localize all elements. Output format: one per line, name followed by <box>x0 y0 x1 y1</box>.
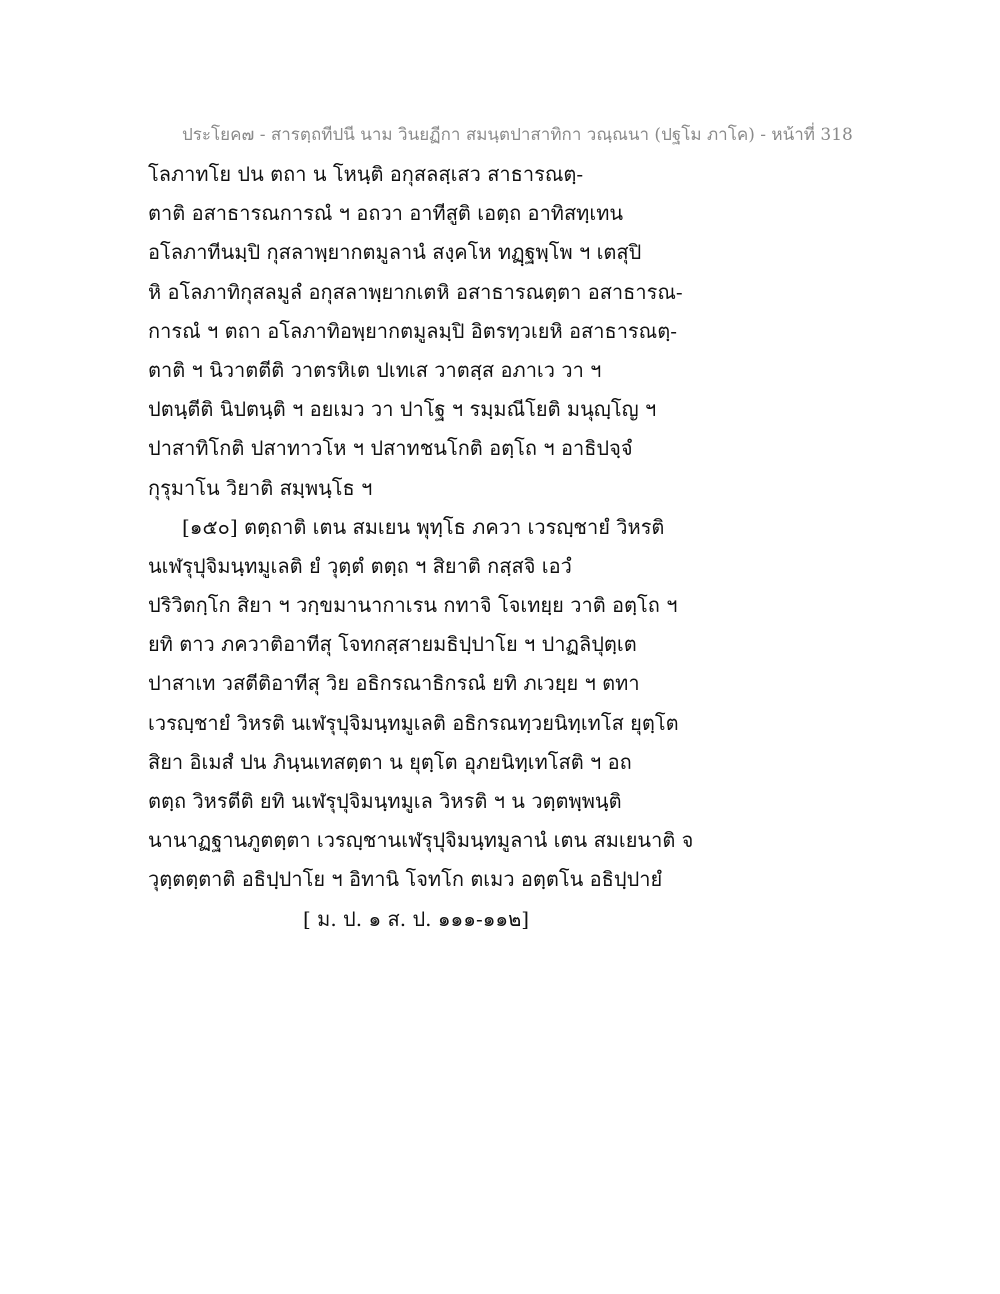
body-text <box>148 155 694 939</box>
text-line: วุตฺตตฺตาติ อธิปฺปาโย ฯ อิทานิ โจทโก ตเมว อตฺตโน อธิปฺปายํ <box>148 867 663 892</box>
text-line: ปริวิตกฺโก สิยา ฯ วกฺขมานากาเรน กทาจิ โจเทยฺย วาติ อตฺโถ ฯ <box>148 593 678 618</box>
text-line: ตาติ ฯ นิวาตตีติ วาตรหิเต ปเทเส วาตสฺส อภาเว วา ฯ <box>148 357 602 382</box>
text-line: ยทิ ตาว ภควาติอาทีสุ โจทกสฺสายมธิปฺปาโย ฯ ปาฏลิปุตฺเต <box>148 632 637 657</box>
text-line: ปตนฺตีติ นิปตนฺติ ฯ อยเมว วา ปาโฐ ฯ รมฺมณีโยติ มนุญฺโญ ฯ <box>148 397 657 422</box>
text-line: เวรญฺชายํ วิหรติ นเฬรุปุจิมนฺทมูเลติ อธิกรณทฺวยนิทฺเทโส ยุตฺโต <box>148 710 679 735</box>
text-line: หิ อโลภาทิกุสลมูลํ อกุสลาพฺยากเตหิ อสาธารณตฺตา อสาธารณ- <box>148 279 683 304</box>
text-line: สิยา อิเมสํ ปน ภินฺนเทสตฺตา น ยุตฺโต อุภยนิทฺเทโสติ ฯ อถ <box>148 749 632 774</box>
text-line: นานาฏฐานภูตตฺตา เวรญฺชานเฬรุปุจิมนฺทมูลานํ เตน สมเยนาติ จ <box>148 828 694 853</box>
text-line: กุรุมาโน วิยาติ สมฺพนฺโธ ฯ <box>148 475 373 500</box>
text-line: การณํ ฯ ตถา อโลภาทิอพฺยากตมูลมฺปิ อิตรทฺวเยหิ อสาธารณตฺ- <box>148 318 677 343</box>
text-line: ปาสาเท วสตีติอาทีสุ วิย อธิกรณาธิกรณํ ยทิ ภเวยฺย ฯ ตทา <box>148 671 640 696</box>
text-line: ตาติ อสาธารณการณํ ฯ อถวา อาทีสูติ เอตฺถ อาทิสทฺเทน <box>148 201 624 226</box>
citation-reference: [ ม. ป. ๑ ส. ป. ๑๑๑-๑๑๒] <box>303 906 530 931</box>
running-header: ประโยค๗ - สารตฺถทีปนี นาม วินยฏีกา สมนฺตปาสาทิกา วณฺณนา (ปฐโม ภาโค) - หน้าที่ 318 <box>182 125 853 145</box>
text-line: อโลภาทีนมฺปิ กุสลาพฺยากตมูลานํ สงฺคโห ทฏฺฐพฺโพ ฯ เตสุปิ <box>148 240 642 265</box>
text-line: ปาสาทิโกติ ปสาทาวโห ฯ ปสาทชนโกติ อตฺโถ ฯ อาธิปจฺจํ <box>148 436 633 461</box>
paragraph-start-line: [๑๕๐] ตตฺถาติ เตน สมเยน พุทฺโธ ภควา เวรญฺชายํ วิหรติ <box>182 514 665 539</box>
text-line: โลภาทโย ปน ตถา น โหนฺติ อกุสลสฺเสว สาธารณตฺ- <box>148 162 584 186</box>
text-line: นเฬรุปุจิมนฺทมูเลติ ยํ วุตฺตํ ตตฺถ ฯ สิยาติ กสฺสจิ เอวํ <box>148 553 572 578</box>
text-line: ตตฺถ วิหรตีติ ยทิ นเฬรุปุจิมนฺทมูเล วิหรติ ฯ น วตฺตพฺพนฺติ <box>148 789 622 813</box>
